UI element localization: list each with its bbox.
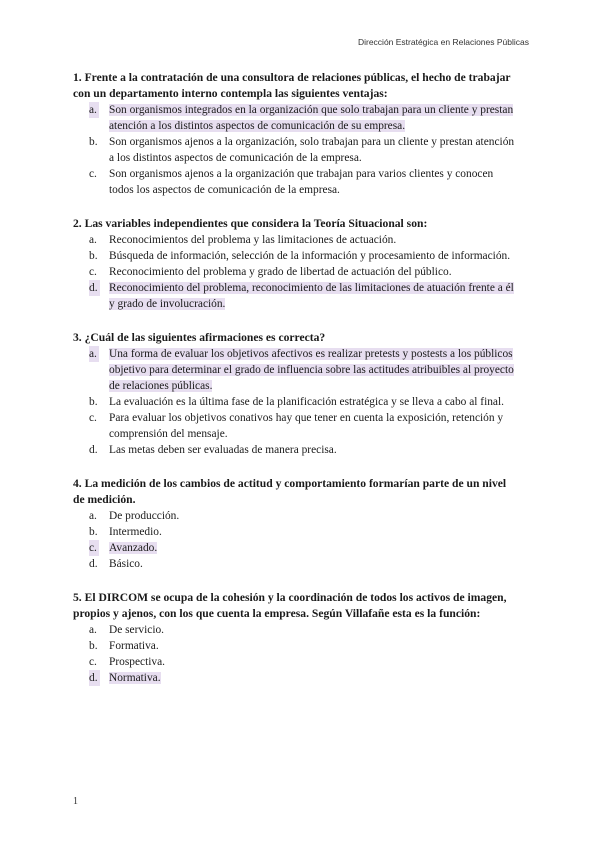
question-3 xyxy=(73,330,518,458)
answer-option xyxy=(73,442,518,458)
question-title: 2. Las variables independientes que considera la Teoría Situacional son: xyxy=(73,217,428,230)
option-text: De producción. xyxy=(109,510,180,522)
option-letter: c. xyxy=(89,266,97,278)
option-letter: d. xyxy=(89,444,98,456)
option-text: Reconocimientos del problema y las limitaciones de actuación. xyxy=(109,234,397,246)
option-letter: a. xyxy=(89,234,97,246)
option-letter: c. xyxy=(89,168,97,180)
answer-option xyxy=(73,410,518,442)
option-text: Las metas deben ser evaluadas de manera precisa. xyxy=(109,444,337,456)
answer-option xyxy=(73,248,518,264)
option-text: La evaluación es la última fase de la planificación estratégica y se lleva a cabo al final. xyxy=(109,396,505,408)
option-letter: a. xyxy=(89,104,97,116)
answer-option xyxy=(73,134,518,166)
option-letter: a. xyxy=(89,624,97,636)
answer-option xyxy=(73,654,518,670)
option-text: Intermedio. xyxy=(109,526,162,538)
option-text: Son organismos ajenos a la organización que trabajan para varios clientes y conocen todos los aspectos de comunicación de la empresa. xyxy=(109,168,494,196)
option-text: Para evaluar los objetivos conativos hay que tener en cuenta la exposición, retención y comprensión del mensaje. xyxy=(109,412,504,440)
answer-options xyxy=(73,346,518,458)
option-text: Avanzado. xyxy=(109,542,158,554)
option-letter: c. xyxy=(89,656,97,668)
question-title: 4. La medición de los cambios de actitud y comportamiento formarían parte de un nivel de medición. xyxy=(73,477,507,506)
answer-option xyxy=(73,524,518,540)
running-header: Dirección Estratégica en Relaciones Públicas xyxy=(357,37,529,47)
option-text: Normativa. xyxy=(109,672,161,684)
option-text: Una forma de evaluar los objetivos afectivos es realizar pretests y postests a los públicos objetivo para determinar el grado de influencia sobre las actitudes atribuibles al proyecto de relaciones públicas. xyxy=(109,348,514,392)
option-letter: b. xyxy=(89,250,98,262)
question-title: 3. ¿Cuál de las siguientes afirmaciones es correcta? xyxy=(73,331,326,344)
option-letter: b. xyxy=(89,640,98,652)
answer-option-highlighted xyxy=(73,540,518,556)
option-letter: c. xyxy=(89,542,97,554)
option-letter: b. xyxy=(89,526,98,538)
option-text: Son organismos ajenos a la organización, solo trabajan para un cliente y prestan atención a los distintos aspectos de comunicación de la empresa. xyxy=(109,136,515,164)
answer-option-highlighted xyxy=(73,670,518,686)
option-text: De servicio. xyxy=(109,624,165,636)
option-letter: a. xyxy=(89,510,97,522)
answer-options xyxy=(73,102,518,198)
question-list xyxy=(73,70,518,704)
answer-option xyxy=(73,166,518,198)
option-text: Búsqueda de información, selección de la información y procesamiento de información. xyxy=(109,250,511,262)
answer-options xyxy=(73,622,518,686)
option-letter: d. xyxy=(89,558,98,570)
option-text: Reconocimiento del problema y grado de libertad de actuación del público. xyxy=(109,266,452,278)
answer-option-highlighted xyxy=(73,280,518,312)
answer-option xyxy=(73,556,518,572)
option-text: Formativa. xyxy=(109,640,159,652)
answer-option-highlighted xyxy=(73,346,518,394)
option-letter: d. xyxy=(89,282,98,294)
question-1 xyxy=(73,70,518,198)
answer-option xyxy=(73,264,518,280)
question-4 xyxy=(73,476,518,572)
question-5 xyxy=(73,590,518,686)
option-text: Básico. xyxy=(109,558,143,570)
answer-option-highlighted xyxy=(73,102,518,134)
page-number: 1 xyxy=(73,796,78,807)
answer-options xyxy=(73,232,518,312)
option-letter: c. xyxy=(89,412,97,424)
option-letter: a. xyxy=(89,348,97,360)
question-title: 5. El DIRCOM se ocupa de la cohesión y la coordinación de todos los activos de imagen, propios y ajenos, con los que cuenta la empresa. Según Villafañe esta es la función: xyxy=(73,591,507,620)
question-2 xyxy=(73,216,518,312)
answer-option xyxy=(73,508,518,524)
option-text: Reconocimiento del problema, reconocimiento de las limitaciones de atuación frente a él y grado de involucración. xyxy=(109,282,514,310)
answer-options xyxy=(73,508,518,572)
option-text: Son organismos integrados en la organización que solo trabajan para un cliente y prestan atención a los distintos aspectos de comunicación de su empresa. xyxy=(109,104,514,132)
answer-option xyxy=(73,638,518,654)
option-letter: d. xyxy=(89,672,98,684)
answer-option xyxy=(73,622,518,638)
question-title: 1. Frente a la contratación de una consultora de relaciones públicas, el hecho de trabajar con un departamento interno contempla las siguientes ventajas: xyxy=(73,71,511,100)
option-letter: b. xyxy=(89,396,98,408)
answer-option xyxy=(73,394,518,410)
option-text: Prospectiva. xyxy=(109,656,165,668)
answer-option xyxy=(73,232,518,248)
option-letter: b. xyxy=(89,136,98,148)
